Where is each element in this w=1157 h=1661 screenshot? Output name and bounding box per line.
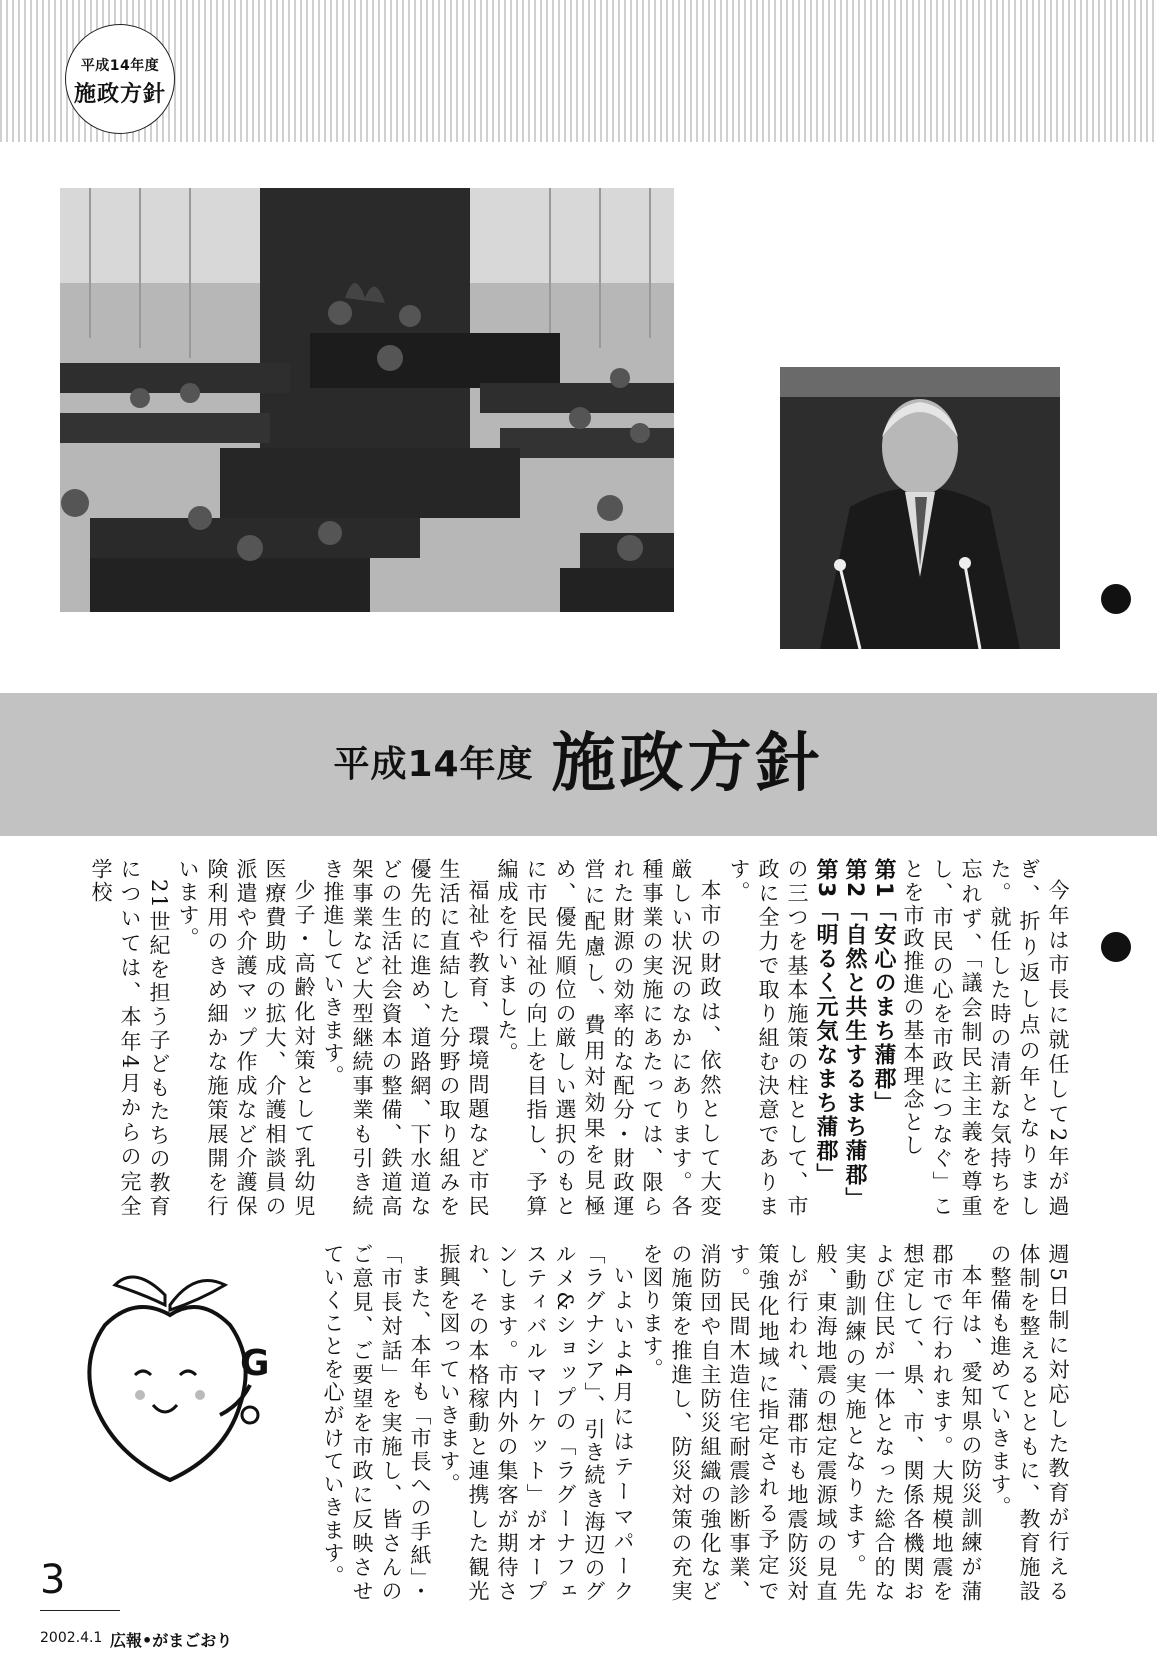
policy-heading-3: 第3「明るく元気なまち蒲郡」 <box>813 858 838 1188</box>
banner-title: 施政方針 <box>551 727 824 801</box>
badge-title: 施政方針 <box>73 82 166 107</box>
mayor-speech-photo <box>780 367 1060 649</box>
banner-subtitle: 平成14年度 <box>333 744 534 785</box>
paragraph: 21世紀を担う子どもたちの教育については、本年4月からの完全学校 <box>89 858 171 1218</box>
paragraph: 週5日制に対応した教育が行える体制を整えるとともに、教育施設の整備も進めていきます。 <box>988 1243 1070 1603</box>
publication-name: 広報•がまごおり <box>110 1631 233 1650</box>
paragraph: 福祉や教育、環境問題など市民生活に直結した分野の取り組みを優先的に進め、道路網、下水道などの生活社会資本の整備、鉄道高架事業など大型継続事業も引き続き推進していきます。 <box>321 858 490 1218</box>
mascot-letter: G <box>240 1343 270 1384</box>
paragraph: の三つを基本施策の柱として、市政に全力で取り組む決意であります。 <box>727 858 809 1218</box>
policy-heading-2: 第2「自然と共生するまち蒲郡」 <box>842 858 867 1212</box>
paragraph: いよいよ4月にはテーマパーク「ラグナシア」、引き続き海辺のグルメ&ショップの「ラグーナフェスティバルマーケット」がオープンします。市内外の集客が期待され、その本格稼動と連携した観光振興を図っていきます。 <box>437 1243 635 1603</box>
paragraph: 本市の財政は、依然として大変厳しい状況のなかにあります。各種事業の実施にあたっては、限られた財源の効率的な配分・財政運営に配慮し、費用対効果を見極め、優先順位の厳しい選択のもとに市民福祉の向上を目指し、予算編成を行いました。 <box>495 858 722 1218</box>
title-banner <box>0 693 1157 836</box>
policy-heading-1: 第1「安心のまち蒲郡」 <box>871 858 896 1116</box>
decorative-dot <box>1101 932 1131 962</box>
paragraph: 今年は市長に就任して2年が過ぎ、折り返し点の年となりました。就任した時の清新な気持ちを忘れず、「議会制民主主義を尊重し、市民の心を市政につなぐ」ことを市政推進の基本理念とし <box>901 858 1070 1218</box>
decorative-dot <box>1101 584 1131 614</box>
section-badge <box>65 24 175 134</box>
article-text-top <box>82 858 1072 1218</box>
article-text-bottom <box>321 1243 1072 1603</box>
badge-year: 平成14年度 <box>80 58 160 74</box>
mascot-illustration <box>75 1265 275 1505</box>
issue-date: 2002.4.1 <box>40 1630 103 1646</box>
paragraph: また、本年も「市長への手紙」・「市長対話」を実施し、皆さんのご意見、ご要望を市政に反映させていくことを心がけていきます。 <box>321 1243 432 1603</box>
page-number: 3 <box>40 1550 120 1611</box>
paragraph: 本年は、愛知県の防災訓練が蒲郡市で行われます。大規模地震を想定して、県、市、関係各機関および住民が一体となった総合的な実動訓練の実施となります。先般、東海地震の想定震源域の見直しが行われ、蒲郡市も地震防災対策強化地域に指定される予定です。民間木造住宅耐震診断事業、消防団や自主防災組織の強化などの施策を推進し、防災対策の充実を図ります。 <box>640 1243 983 1603</box>
council-chamber-photo <box>60 188 674 612</box>
paragraph: 少子・高齢化対策として乳幼児医療費助成の拡大、介護相談員の派遣や介護マップ作成など介護保険利用のきめ細かな施策展開を行います。 <box>176 858 316 1218</box>
